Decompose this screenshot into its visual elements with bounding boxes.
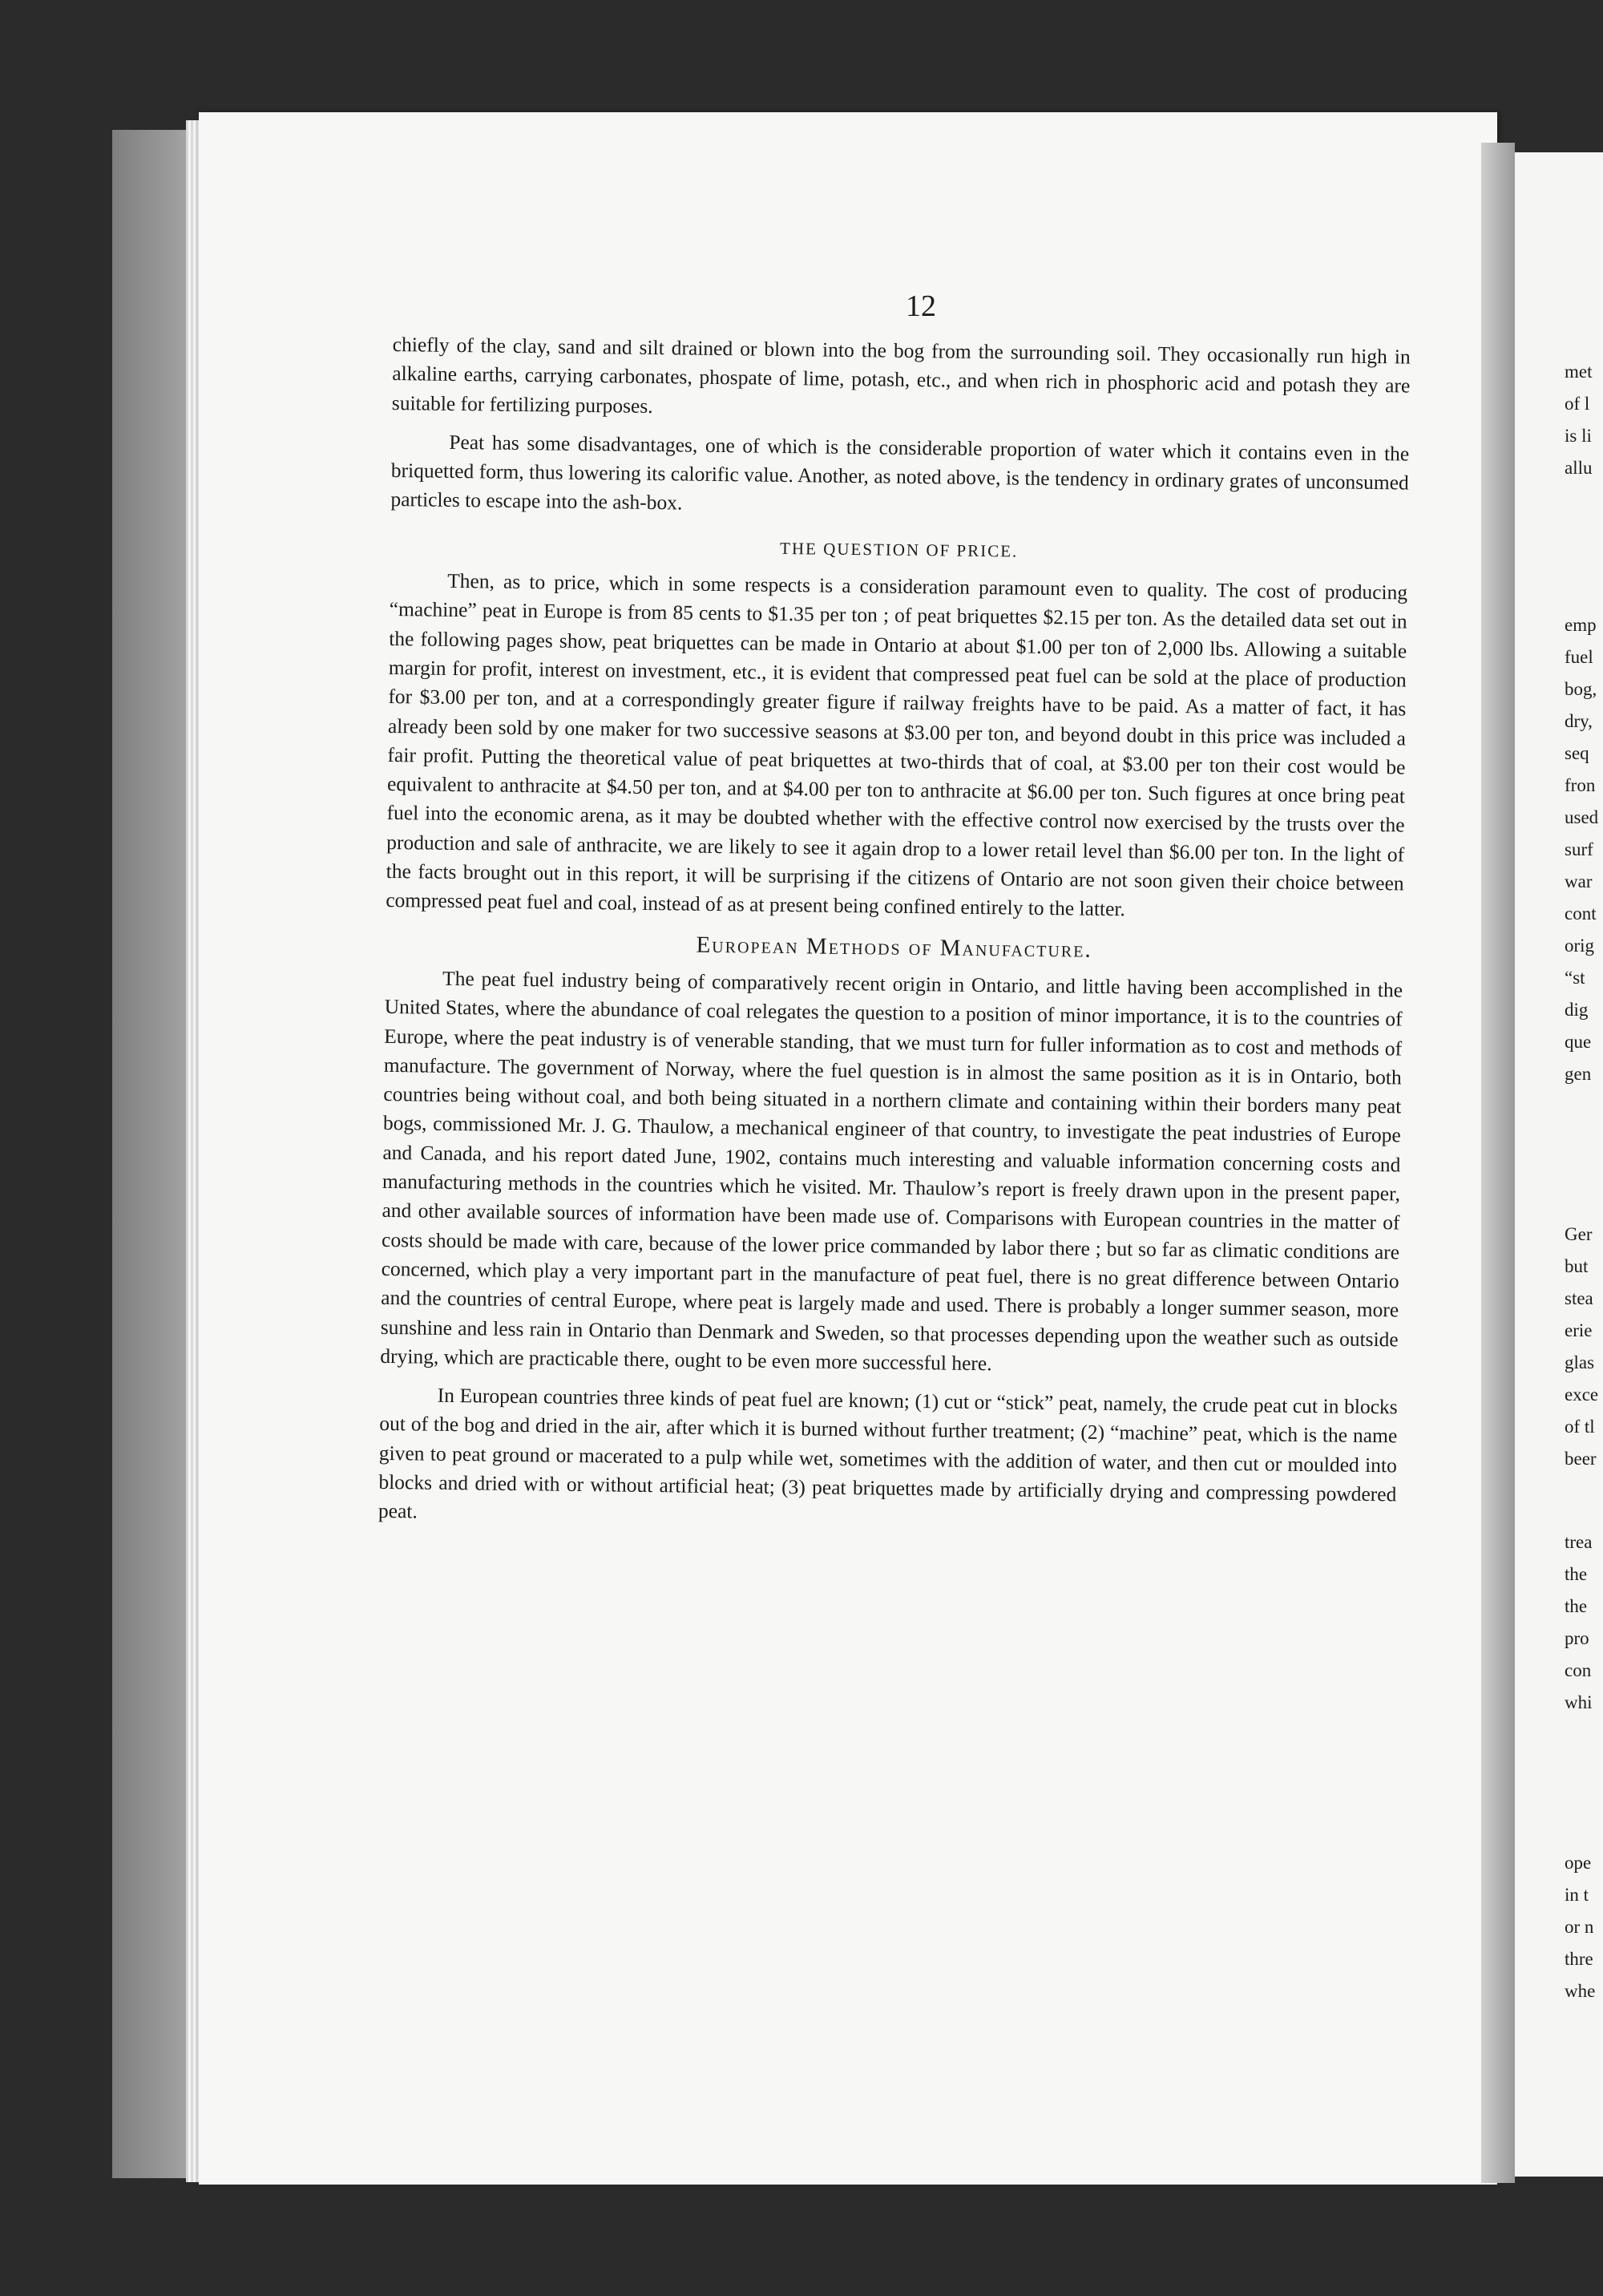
next-page-fragment: dig xyxy=(1565,1000,1589,1020)
heading-question-of-price: THE QUESTION OF PRICE. xyxy=(779,538,1019,561)
heading-european-methods: European Methods of Manufacture. xyxy=(696,932,1092,963)
next-page-fragment: trea xyxy=(1565,1532,1593,1552)
next-page-fragment: allu xyxy=(1565,458,1593,478)
next-page-fragment: con xyxy=(1565,1660,1592,1680)
next-page-fragment: used xyxy=(1565,807,1599,827)
page-number: 12 xyxy=(906,289,936,323)
next-page-fragment: dry, xyxy=(1565,711,1593,731)
next-page-fragment: ope xyxy=(1565,1853,1592,1873)
next-page-fragment: exce xyxy=(1565,1384,1599,1405)
next-page-fragment: stea xyxy=(1565,1288,1593,1308)
next-page-fragment: of tl xyxy=(1565,1417,1595,1437)
book-gutter xyxy=(1481,143,1515,2183)
next-page-fragment: beer xyxy=(1565,1449,1597,1469)
next-page-fragment: orig xyxy=(1565,936,1595,956)
next-page-fragment: “st xyxy=(1565,968,1585,988)
next-page-fragment: seq xyxy=(1565,743,1589,763)
next-page-fragment: met xyxy=(1565,362,1593,382)
next-page-fragment: emp xyxy=(1565,615,1597,635)
next-page-fragment: whi xyxy=(1565,1692,1593,1712)
next-page-fragment: fuel xyxy=(1565,647,1593,667)
next-page-fragment: the xyxy=(1565,1596,1588,1616)
next-page-fragment: fron xyxy=(1565,775,1596,795)
next-page-fragment: of l xyxy=(1565,394,1590,414)
next-page-fragment: thre xyxy=(1565,1949,1593,1969)
next-page-fragment: is li xyxy=(1565,426,1592,446)
next-page-fragment: gen xyxy=(1565,1064,1592,1084)
next-page-fragment: war xyxy=(1565,871,1593,891)
next-page-fragment: bog, xyxy=(1565,679,1597,699)
next-page-fragment: or n xyxy=(1565,1917,1594,1937)
next-page-fragment: surf xyxy=(1565,839,1593,859)
next-page-edge xyxy=(1515,152,1603,2177)
paragraph-intro-2: Peat has some disadvantages, one of which is the considerable proportion of water which it contains even in the briquetted form, thus lowering its calorific value. Another, as noted above, is the tendency in ordinary grates of unconsumed particles to escape into the ash-box. xyxy=(390,430,1410,515)
next-page-fragment: in t xyxy=(1565,1885,1589,1905)
next-page-fragment: glas xyxy=(1565,1352,1595,1372)
paragraph-intro-1: chiefly of the clay, sand and silt drained or blown into the bog from the surrounding soil. They occasionally run high in alkaline earths, carrying carbonates, phospate of lime, potash, etc., and when rich in phosphoric acid and potash they are suitable for fertilizing purposes. xyxy=(391,332,1411,418)
next-page-fragment: the xyxy=(1565,1564,1588,1584)
paragraph-methods: The peat fuel industry being of comparatively recent origin in Ontario, and little having been accomplished in the United States, where the abundance of coal relegates the question to a position of minor importance, it is to the countries of Europe, where the peat industry is of venerable standing, that we must turn for fuller information as to cost and methods of manufacture. The government of Norway, where the fuel question is in almost the same position as it is in Ontario, both countries being without coal, and both being situated in a northern climate and containing within their borders many peat bogs, commissioned Mr. J. G. Thaulow, a mechanical engineer of that country, to investigate the peat industries of Europe and Canada, and his report dated June, 1902, contains much interesting and valuable information concerning costs and manufacturing methods in the countries which he visited. Mr. Thaulow’s report is freely drawn upon in the present paper, and other available sources of information have been made use of. Comparisons with European countries in the matter of costs should be made with care, because of the lower price commanded by labor there ; but so far as climatic conditions are concerned, which play a very important part in the manufacture of peat fuel, there is no great difference between Ontario and the countries of central Europe, where peat is largely made and used. There is probably a longer summer season, more sunshine and less rain in Ontario than Denmark and Sweden, so that processes depending upon the weather such as outside drying, which are practicable there, ought to be even more successful here. xyxy=(380,966,1403,1376)
next-page-fragment: Ger xyxy=(1565,1224,1593,1244)
next-page-fragment: whe xyxy=(1565,1981,1596,2001)
page-body-text xyxy=(378,330,1411,1538)
next-page-fragment: erie xyxy=(1565,1320,1593,1340)
paragraph-kinds-of-peat: In European countries three kinds of peat fuel are known; (1) cut or “stick” peat, namely, the crude peat cut in blocks out of the bog and dried in the air, after which it is burned without further treatment; (2) “machine” peat, which is the name given to peat ground or macerated to a pulp while wet, sometimes with the addition of water, and then cut or moulded into blocks and dried with or without artificial heat; (3) peat briquettes made by artificially drying and compressing powdered peat. xyxy=(378,1383,1398,1523)
next-page-fragment: but xyxy=(1565,1256,1589,1276)
next-page-fragment: pro xyxy=(1565,1628,1589,1648)
paragraph-price: Then, as to price, which in some respects is a consideration paramount even to quality. The cost of producing “machine” peat in Europe is from 85 cents to $1.35 per ton ; of peat briquettes $2.15 per ton. As the detailed data set out in the following pages show, peat briquettes can be made in Ontario at about $1.00 per ton of 2,000 lbs. Allowing a suitable margin for profit, interest on investment, etc., it is evident that compressed peat fuel can be sold at the place of production for $3.00 per ton, and at a correspondingly greater figure if railway freights have to be paid. As a matter of fact, it has already been sold by one maker for two successive seasons at $3.00 per ton, and beyond doubt in this price was included a fair profit. Putting the theoretical value of peat briquettes at two-thirds that of coal, at $3.00 per ton their cost would be equivalent to anthracite at $4.50 per ton, and at $4.00 per ton to anthracite at $6.00 per ton. Such figures at once bring peat fuel into the economic arena, as it may be doubted whether with the effective control now exercised by the trusts over the production and sale of anthracite, we are likely to see it again drop to a lower retail level than $6.00 per ton. In the light of the facts brought out in this report, it will be surprising if the citizens of Ontario are not soon given their choice between compressed peat fuel and coal, instead of as at present being confined entirely to the latter. xyxy=(386,568,1408,921)
next-page-fragment: cont xyxy=(1565,903,1597,924)
next-page-fragment: que xyxy=(1565,1032,1592,1052)
